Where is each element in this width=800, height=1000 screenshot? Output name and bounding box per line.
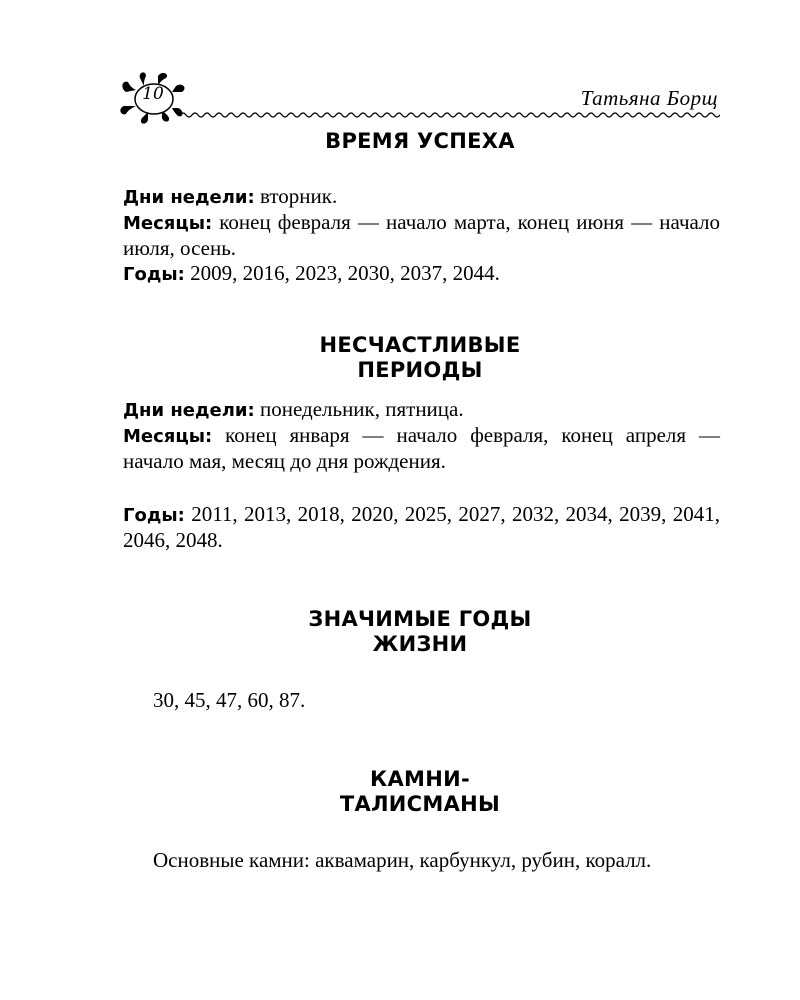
success-years-label: Годы: [123, 264, 185, 285]
success-months [123, 210, 720, 261]
success-months-label: Месяцы: [123, 213, 213, 234]
success-days-value: вторник. [254, 184, 338, 208]
unlucky-months-label: Месяцы: [123, 426, 213, 447]
heading-talisman-stones: КАМНИ- ТАЛИСМАНЫ [339, 767, 501, 816]
unlucky-months [123, 423, 720, 474]
significant-years-values: 30, 45, 47, 60, 87. [153, 688, 306, 712]
unlucky-years-label: Годы: [123, 505, 185, 526]
author-name: Татьяна Борщ [580, 86, 718, 110]
heading-significant-years: ЗНАЧИМЫЕ ГОДЫ ЖИЗНИ [308, 607, 532, 656]
page-number: 10 [142, 84, 164, 104]
unlucky-days-label: Дни недели: [123, 400, 255, 421]
unlucky-years-value: 2011, 2013, 2018, 2020, 2025, 2027, 2032, 2034, 2039, 2041, 2046, 2048. [123, 502, 720, 552]
unlucky-days-value: понедельник, пятница. [254, 397, 464, 421]
success-months-value: конец февраля — начало марта, конец июня — начало июля, осень. [123, 210, 720, 260]
unlucky-years [123, 502, 720, 553]
stones-text: Основные камни: аквамарин, карбункул, рубин, коралл. [153, 848, 652, 872]
heading-success-time: ВРЕМЯ УСПЕХА [325, 129, 515, 153]
success-days-label: Дни недели: [123, 187, 255, 208]
success-days [123, 184, 720, 210]
success-years [123, 261, 720, 287]
unlucky-months-value: конец января — начало февраля, конец апреля — начало мая, месяц до дня рождения. [123, 423, 720, 473]
heading-unlucky-periods: НЕСЧАСТЛИВЫЕ ПЕРИОДЫ [319, 333, 521, 382]
unlucky-days [123, 397, 720, 423]
wavy-divider [180, 110, 720, 120]
success-years-value: 2009, 2016, 2023, 2030, 2037, 2044. [184, 261, 500, 285]
